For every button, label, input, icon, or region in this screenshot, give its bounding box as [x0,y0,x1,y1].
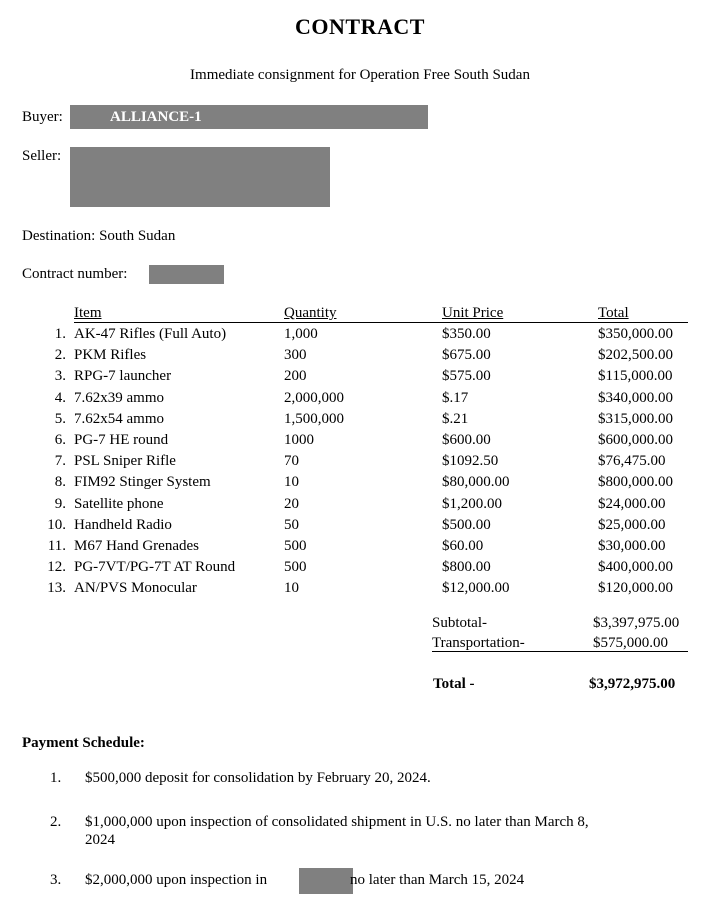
document-subtitle: Immediate consignment for Operation Free South Sudan [190,67,530,83]
row-item: Handheld Radio [74,516,172,533]
seller-label: Seller: [22,148,62,164]
row-quantity: 1,000 [284,326,318,342]
header-total: Total [598,305,629,321]
payment-2-number: 2. [50,814,62,830]
row-unit-price: $800.00 [442,559,491,576]
row-quantity: 500 [284,559,307,576]
row-quantity: 200 [284,368,307,385]
row-item: AK-47 Rifles (Full Auto) [74,326,227,342]
row-total: $400,000.00 [598,559,673,576]
payment-2-text-line2: 2024 [85,832,115,848]
row-total: $120,000.00 [598,580,673,597]
row-item: PKM Rifles [74,347,147,364]
row-item: PSL Sniper Rifle [74,453,176,470]
row-item: PG-7 HE round [74,432,169,448]
document-title: CONTRACT [295,14,425,39]
subtotal-label: Subtotal- [432,615,487,631]
row-quantity: 500 [284,538,307,554]
subtotal-value: $3,397,975.00 [593,615,680,631]
row-item: 7.62x54 ammo [74,410,164,427]
row-unit-price: $60.00 [442,538,484,554]
row-item: PG-7VT/PG-7T AT Round [74,559,236,576]
payment-1-number: 1. [50,770,62,786]
payment-3-text-after: no later than March 15, 2024 [350,872,525,888]
contract-number-label: Contract number: [22,266,128,282]
payment-3-redaction [299,868,353,894]
row-unit-price: $500.00 [442,516,491,533]
row-number: 10. [47,516,66,533]
row-total: $115,000.00 [598,368,673,385]
header-item: Item [74,305,102,321]
row-total: $350,000.00 [598,326,673,342]
row-total: $25,000.00 [598,516,666,533]
header-unit-price: Unit Price [442,305,504,321]
row-number: 8. [54,474,66,491]
row-item: FIM92 Stinger System [74,474,211,491]
row-unit-price: $80,000.00 [442,474,510,491]
row-number: 7. [54,453,66,470]
row-item: Satellite phone [74,495,164,512]
row-item: AN/PVS Monocular [74,580,197,597]
row-unit-price: $1092.50 [442,453,499,470]
contract-number-redaction [149,265,224,284]
row-quantity: 300 [284,347,307,364]
row-number: 3. [54,368,66,385]
row-total: $202,500.00 [598,347,673,364]
row-number: 9. [54,495,66,512]
header-quantity: Quantity [284,305,337,321]
row-quantity: 10 [284,580,299,597]
row-total: $76,475.00 [598,453,666,470]
total-value: $3,972,975.00 [589,676,676,692]
row-total: $24,000.00 [598,495,666,512]
row-unit-price: $575.00 [442,368,491,385]
row-quantity: 20 [284,495,299,512]
row-unit-price: $350.00 [442,326,491,342]
row-item: RPG-7 launcher [74,368,172,385]
row-unit-price: $1,200.00 [442,495,502,512]
row-number: 4. [54,389,66,406]
row-total: $600,000.00 [598,432,673,448]
row-quantity: 2,000,000 [284,389,344,406]
row-quantity: 50 [284,516,299,533]
row-unit-price: $.17 [442,389,469,406]
row-number: 11. [47,538,66,554]
row-quantity: 70 [284,453,299,470]
row-number: 12. [47,559,66,576]
payment-3-text-before: $2,000,000 upon inspection in [85,872,268,888]
row-unit-price: $675.00 [442,347,491,364]
row-quantity: 10 [284,474,299,491]
row-total: $30,000.00 [598,538,666,554]
seller-redaction [70,147,330,207]
row-quantity: 1000 [284,432,314,448]
row-quantity: 1,500,000 [284,410,344,427]
row-number: 13. [47,580,66,597]
row-number: 2. [54,347,66,364]
payment-heading: Payment Schedule: [22,735,145,751]
buyer-value: ALLIANCE-1 [110,109,202,125]
row-total: $800,000.00 [598,474,673,491]
header-rule [74,322,688,323]
row-unit-price: $.21 [442,410,469,427]
row-unit-price: $12,000.00 [442,580,510,597]
payment-1-text: $500,000 deposit for consolidation by February 20, 2024. [85,770,431,786]
transport-value: $575,000.00 [593,635,668,651]
row-item: M67 Hand Grenades [74,538,199,554]
row-number: 1. [54,326,66,342]
transport-label: Transportation- [432,635,525,651]
row-total: $340,000.00 [598,389,673,406]
destination: Destination: South Sudan [22,228,176,244]
buyer-redaction [70,105,428,129]
total-label: Total - [433,676,475,692]
row-unit-price: $600.00 [442,432,491,448]
row-number: 6. [54,432,66,448]
row-item: 7.62x39 ammo [74,389,164,406]
row-number: 5. [54,410,66,427]
buyer-label: Buyer: [22,109,63,125]
summary-rule [432,651,688,652]
payment-3-number: 3. [50,872,62,888]
payment-2-text-line1: $1,000,000 upon inspection of consolidated shipment in U.S. no later than March 8, [85,814,589,830]
row-total: $315,000.00 [598,410,673,427]
